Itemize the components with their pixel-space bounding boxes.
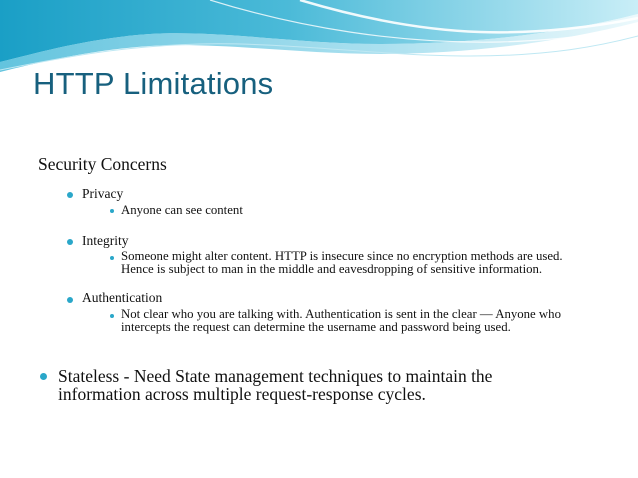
- section-heading: Security Concerns: [38, 154, 167, 174]
- bullet-dot: [67, 297, 73, 303]
- concern-privacy: Privacy: [82, 186, 124, 201]
- integrity-detail-line-1: Someone might alter content. HTTP is insecure since no encryption methods are used.: [121, 249, 563, 263]
- bullet-dot: [67, 192, 73, 198]
- privacy-detail: Anyone can see content: [121, 203, 243, 217]
- authentication-detail-line-1: Not clear who you are talking with. Authentication is sent in the clear — Anyone who: [121, 307, 561, 321]
- slide-title: HTTP Limitations: [33, 66, 274, 101]
- integrity-detail-line-2: Hence is subject to man in the middle and eavesdropping of sensitive information.: [121, 262, 543, 276]
- sub-bullet-dot: [110, 256, 114, 260]
- sub-bullet-dot: [110, 209, 114, 213]
- stateless-line-2: information across multiple request-response cycles.: [58, 384, 426, 404]
- concern-authentication: Authentication: [82, 290, 163, 305]
- concern-integrity: Integrity: [82, 233, 129, 248]
- authentication-detail-line-2: intercepts the request can determine the username and password being used.: [121, 320, 511, 334]
- bullet-dot: [67, 239, 73, 245]
- bullet-dot: [40, 373, 47, 380]
- sub-bullet-dot: [110, 314, 114, 318]
- stateless-line-1: Stateless - Need State management techniques to maintain the: [58, 366, 493, 386]
